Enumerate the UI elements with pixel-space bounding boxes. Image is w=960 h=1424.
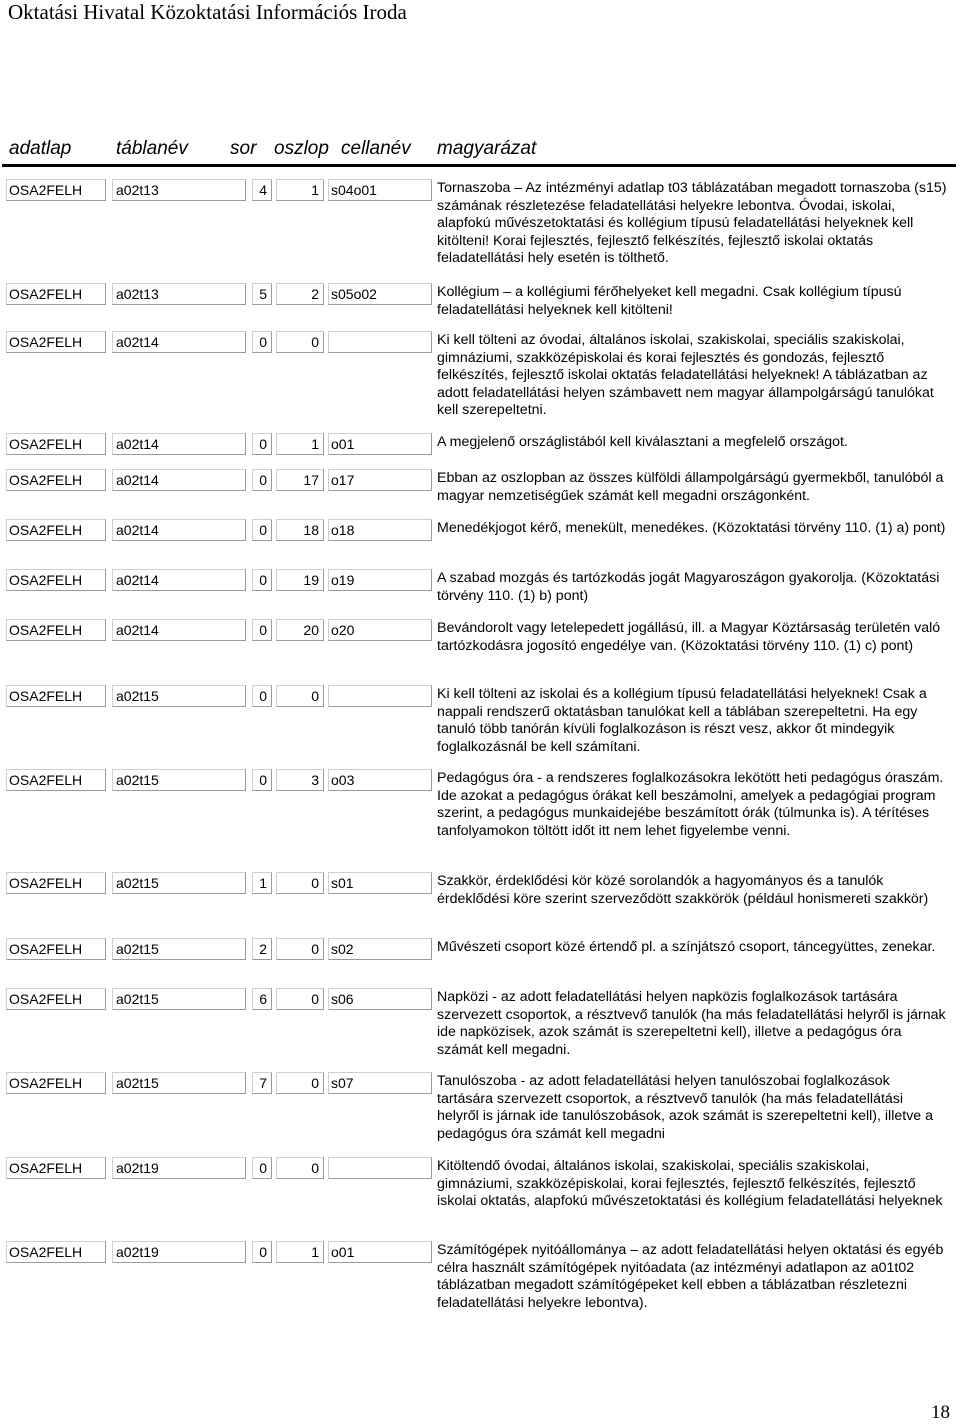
cell-adatlap: OSA2FELH [6,179,106,201]
cell-adatlap: OSA2FELH [6,569,106,591]
cell-magyarazat: Tanulószoba - az adott feladatellátási helyen tanulószobai foglalkozások tartására szervezett csoportok, a résztvevő tanulók (ha más feladatellátási helyről is járnak ide tanulószobások, azok számát is szerepeltetni kell), illetve a pedagógus óra számát kell megadni [437,1073,934,1142]
cell-cellanev: s07 [328,1072,432,1094]
cell-sor: 0 [252,769,272,791]
cell-oszlop: 0 [276,331,324,353]
cell-tablanev: a02t15 [112,872,246,894]
cell-adatlap: OSA2FELH [6,519,106,541]
header-sor: sor [230,138,257,159]
page-number: 18 [931,1402,950,1423]
document-title: Oktatási Hivatal Közoktatási Információs Iroda [8,0,407,24]
cell-adatlap: OSA2FELH [6,619,106,641]
cell-cellanev: o03 [328,769,432,791]
cell-adatlap: OSA2FELH [6,331,106,353]
cell-sor: 2 [252,938,272,960]
cell-sor: 6 [252,988,272,1010]
cell-tablanev: a02t15 [112,988,246,1010]
cell-tablanev: a02t15 [112,685,246,707]
cell-adatlap: OSA2FELH [6,1241,106,1263]
cell-cellanev [328,1157,432,1179]
cell-tablanev: a02t13 [112,179,246,201]
cell-tablanev: a02t19 [112,1157,246,1179]
cell-adatlap: OSA2FELH [6,433,106,455]
cell-sor: 0 [252,1157,272,1179]
cell-magyarazat: A megjelenő országlistából kell kiválasztani a megfelelő országot. [437,434,848,450]
cell-adatlap: OSA2FELH [6,1072,106,1094]
cell-cellanev: o20 [328,619,432,641]
cell-sor: 0 [252,469,272,491]
cell-tablanev: a02t14 [112,433,246,455]
cell-oszlop: 0 [276,988,324,1010]
cell-tablanev: a02t14 [112,619,246,641]
cell-adatlap: OSA2FELH [6,283,106,305]
cell-sor: 4 [252,179,272,201]
cell-tablanev: a02t19 [112,1241,246,1263]
cell-cellanev: s05o02 [328,283,432,305]
cell-sor: 5 [252,283,272,305]
cell-oszlop: 0 [276,1072,324,1094]
header-tablanev: táblanév [116,138,188,159]
cell-magyarazat: Ki kell tölteni az óvodai, általános iskolai, szakiskolai, speciális szakiskolai, gimnáziumi, szakközépiskolai és korai fejlesztés és gondozás, fejlesztő felkészítés, fejlesztő iskolai oktatás feladatellátási helyeknek! A táblázatban az adott feladatellátási helyen számbavett nem magyar állampolgárságú tanulókat kell szerepeltetni. [437,332,934,419]
cell-tablanev: a02t13 [112,283,246,305]
cell-oszlop: 20 [276,619,324,641]
header-oszlop: oszlop [274,138,329,159]
cell-magyarazat: Kitöltendő óvodai, általános iskolai, szakiskolai, speciális szakiskolai, gimnáziumi, szakközépiskolai, korai fejlesztés, fejlesztő felkészítés, fejlesztő iskolai oktatás, alapfokú művészetoktatási és kollégium feladatellátási helyeknek [437,1158,943,1210]
cell-sor: 0 [252,519,272,541]
header-divider [2,164,956,167]
cell-oszlop: 19 [276,569,324,591]
cell-adatlap: OSA2FELH [6,988,106,1010]
header-cellanev: cellanév [341,138,411,159]
cell-oszlop: 0 [276,938,324,960]
cell-oszlop: 3 [276,769,324,791]
cell-cellanev: o19 [328,569,432,591]
cell-oszlop: 18 [276,519,324,541]
cell-magyarazat: Szakkör, érdeklődési kör közé sorolandók a hagyományos és a tanulók érdeklődési köre szerint szerveződött szakkörök (például honismereti szakkör) [437,873,929,907]
cell-magyarazat: Tornaszoba – Az intézményi adatlap t03 táblázatában megadott tornaszoba (s15) számának részletezése feladatellátási helyekre lebontva. Óvodai, iskolai, alapfokú művészetoktatási és kollégium típusú feladatellátási helyeknek kell kitölteni! Korai fejlesztés, fejlesztő felkészítés, fejlesztő iskolai oktatás feladatellátási hely esetén is tölthető. [437,180,947,267]
cell-sor: 0 [252,1241,272,1263]
cell-adatlap: OSA2FELH [6,1157,106,1179]
cell-magyarazat: Pedagógus óra - a rendszeres foglalkozásokra lekötött heti pedagógus óraszám. Ide azokat a pedagógus órákat kell beszámolni, amelyek a pedagógiai program szerint, a pedagógus munkaidejébe beszámított órák (túlmunka is). A térítéses tanfolyamokon töltött időt itt nem lehet figyelembe venni. [437,770,944,839]
cell-cellanev: s06 [328,988,432,1010]
cell-magyarazat: Számítógépek nyitóállománya – az adott feladatellátási helyen oktatási és egyéb célra használt számítógépek nyitóadata (az intézményi adatlapon az a01t02 táblázatban megadott számítógépeket kell ebben a táblázatban részletezni feladatellátási helyekre lebontva). [437,1242,944,1311]
cell-oszlop: 0 [276,872,324,894]
cell-oszlop: 1 [276,179,324,201]
cell-oszlop: 0 [276,1157,324,1179]
cell-sor: 0 [252,569,272,591]
cell-adatlap: OSA2FELH [6,469,106,491]
cell-sor: 0 [252,433,272,455]
cell-oszlop: 1 [276,1241,324,1263]
cell-magyarazat: Ebban az oszlopban az összes külföldi állampolgárságú gyermekből, tanulóból a magyar nemzetiségűek számát kell megadni országonként. [437,470,944,504]
cell-sor: 0 [252,331,272,353]
cell-magyarazat: Napközi - az adott feladatellátási helyen napközis foglalkozások tartására szervezett csoportok, a résztvevő tanulók (ha más feladatellátási helyről is járnak ide napközisek, azok számát is szerepeltetni kell), illetve a pedagógus óra számát kell megadni. [437,989,946,1058]
cell-tablanev: a02t14 [112,569,246,591]
cell-adatlap: OSA2FELH [6,872,106,894]
cell-sor: 7 [252,1072,272,1094]
cell-sor: 1 [252,872,272,894]
cell-cellanev: s04o01 [328,179,432,201]
cell-adatlap: OSA2FELH [6,938,106,960]
cell-tablanev: a02t15 [112,769,246,791]
cell-cellanev: s01 [328,872,432,894]
cell-sor: 0 [252,619,272,641]
cell-sor: 0 [252,685,272,707]
cell-adatlap: OSA2FELH [6,769,106,791]
cell-cellanev [328,685,432,707]
cell-adatlap: OSA2FELH [6,685,106,707]
header-magyarazat: magyarázat [437,138,537,159]
cell-cellanev: o01 [328,1241,432,1263]
cell-magyarazat: Menedékjogot kérő, menekült, menedékes. (Közoktatási törvény 110. (1) a) pont) [437,520,946,536]
cell-cellanev: o01 [328,433,432,455]
cell-oszlop: 1 [276,433,324,455]
cell-cellanev: o17 [328,469,432,491]
cell-tablanev: a02t14 [112,469,246,491]
table-header [0,138,960,164]
cell-oszlop: 0 [276,685,324,707]
header-adatlap: adatlap [9,138,72,159]
cell-cellanev: o18 [328,519,432,541]
cell-magyarazat: A szabad mozgás és tartózkodás jogát Magyaroszágon gyakorolja. (Közoktatási törvény 110. (1) b) pont) [437,570,940,604]
cell-oszlop: 17 [276,469,324,491]
cell-cellanev [328,331,432,353]
cell-magyarazat: Kollégium – a kollégiumi férőhelyeket kell megadni. Csak kollégium típusú feladatellátási helyeknek kell kitölteni! [437,284,902,318]
cell-oszlop: 2 [276,283,324,305]
cell-magyarazat: Művészeti csoport közé értendő pl. a színjátszó csoport, táncegyüttes, zenekar. [437,939,936,955]
cell-tablanev: a02t14 [112,331,246,353]
cell-cellanev: s02 [328,938,432,960]
cell-magyarazat: Ki kell tölteni az iskolai és a kollégium típusú feladatellátási helyeknek! Csak a nappali rendszerű oktatásban tanulókat kell a táblában szerepeltetni. Ha egy tanuló több tanórán kívüli foglalkozáson is részt vesz, akkor őt mindegyik foglalkozásnál be kell számítani. [437,686,927,755]
cell-tablanev: a02t15 [112,938,246,960]
cell-tablanev: a02t15 [112,1072,246,1094]
cell-tablanev: a02t14 [112,519,246,541]
cell-magyarazat: Bevándorolt vagy letelepedett jogállású, ill. a Magyar Köztársaság területén való tartózkodásra jogosító engedélye van. (Közoktatási törvény 110. (1) c) pont) [437,620,941,654]
